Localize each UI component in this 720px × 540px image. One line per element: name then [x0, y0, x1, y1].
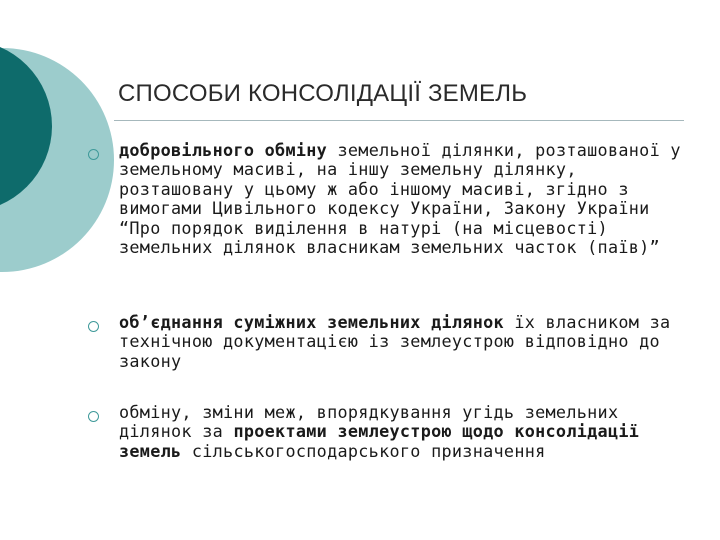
bullet-regular-text: сільськогосподарського призначення [181, 440, 546, 461]
bullet-bold-text: проектами землеустрою щодо консолідації земель [119, 421, 640, 461]
bullet-text [119, 141, 689, 257]
bullet-bold-text: добровільного обміну [119, 140, 328, 160]
title-divider [114, 120, 684, 121]
bullet-circle-icon [88, 149, 99, 160]
bullet-regular-text: обміну, зміни меж, впорядкування угідь земельних ділянок за [119, 402, 619, 442]
slide-title: СПОСОБИ КОНСОЛІДАЦІЇ ЗЕМЕЛЬ [118, 80, 528, 107]
bullet-bold-text: об’єднання суміжних земельних ділянок [119, 312, 504, 332]
bullet-text [119, 313, 689, 371]
bullet-circle-icon [88, 321, 99, 332]
bullet-regular-text: їх власником за технічною документацією із землеустрою відповідно до закону [119, 312, 671, 371]
decorative-circles [0, 0, 120, 300]
bullet-regular-text: земельної ділянки, розташованої у земельному масиві, на іншу земельну ділянку, розташовану у цьому ж або іншому масиві, згідно з вимогами Цивільного кодексу України, Закону України “Про порядок виділення в натурі (на місцевості) земельних ділянок власникам земельних часток (паїв)” [119, 140, 681, 258]
bullet-circle-icon [88, 411, 99, 422]
bullet-text [119, 403, 689, 461]
